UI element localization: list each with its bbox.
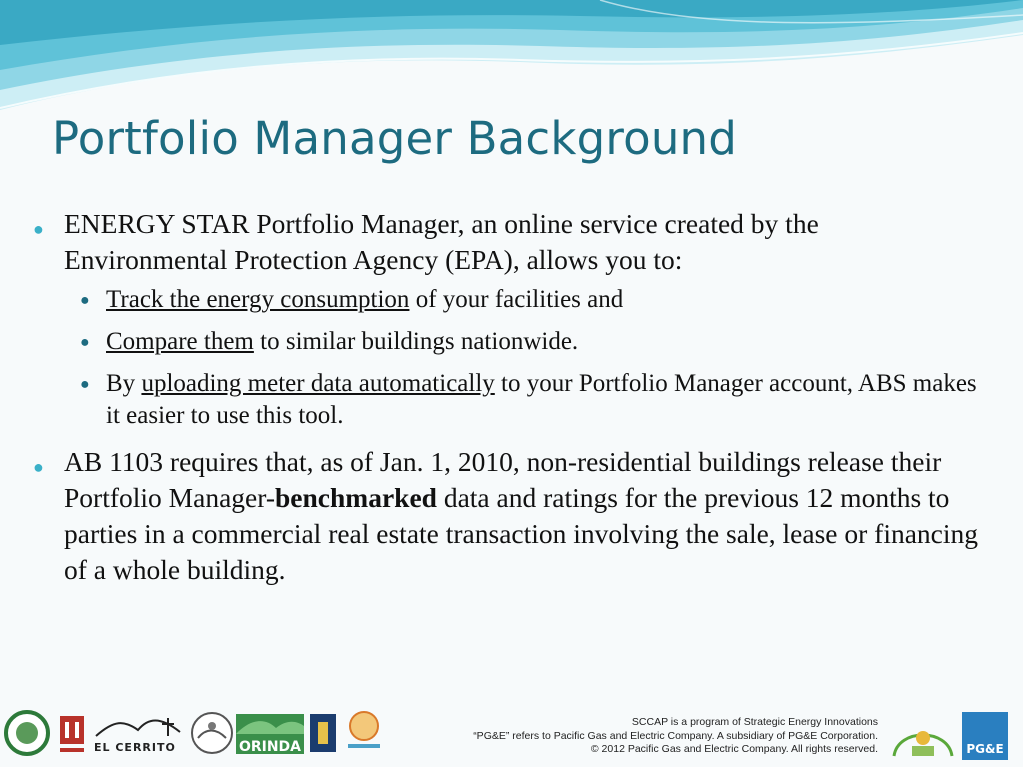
- el-cerrito-logo: EL CERRITO: [94, 712, 182, 756]
- benicia-logo: [56, 710, 88, 756]
- san-pablo-logo: [342, 708, 386, 756]
- bullet-icon: ●: [33, 457, 44, 477]
- page-title: Portfolio Manager Background: [52, 112, 738, 165]
- bullet-icon: ●: [80, 334, 90, 351]
- pge-logo: PG&E: [962, 712, 1008, 760]
- sub-bullet-track: ● Track the energy consumption of your facilities and: [28, 284, 988, 316]
- bullet-icon: ●: [80, 376, 90, 393]
- bullet-energy-star: ● ENERGY STAR Portfolio Manager, an online service created by the Environmental Protection Agency (EPA), allows you to:: [33, 208, 819, 275]
- sei-logo: [888, 710, 958, 762]
- sub-bullet-upload: ● By uploading meter data automatically to your Portfolio Manager account, ABS makes it easier to use this tool.: [80, 370, 977, 429]
- bullet-icon: ●: [80, 292, 90, 309]
- city-seal-logo: [4, 710, 50, 756]
- sub-bullet-compare: ● Compare them to similar buildings nationwide.: [28, 326, 988, 358]
- hills-icon: [236, 714, 304, 734]
- hills-icon: [94, 712, 182, 740]
- slide-body: [28, 206, 988, 594]
- bullet-icon: ●: [33, 219, 44, 239]
- header-wave-decoration: [0, 0, 1023, 120]
- tower-logo: [308, 710, 338, 756]
- footer: [0, 700, 1023, 767]
- track-link[interactable]: Track the energy consumption: [106, 286, 410, 313]
- bullet-ab1103: ● AB 1103 requires that, as of Jan. 1, 2010, non-residential buildings release their Portfolio Manager-benchmarked data and ratings for the previous 12 months to parties in a commercial real estate transaction involving the sale, lease or financing of a whole building.: [33, 446, 979, 585]
- compare-link[interactable]: Compare them: [106, 328, 254, 355]
- footer-credits: SCCAP is a program of Strategic Energy Innovations “PG&E” refers to Pacific Gas and Electric Company. A subsidiary of PG&E Corporation. © 2012 Pacific Gas and Electric Company. All rights reserved.: [473, 716, 878, 755]
- town-seal-logo: [190, 710, 234, 756]
- upload-link[interactable]: uploading meter data automatically: [141, 370, 495, 397]
- orinda-logo: ORINDA: [236, 714, 304, 754]
